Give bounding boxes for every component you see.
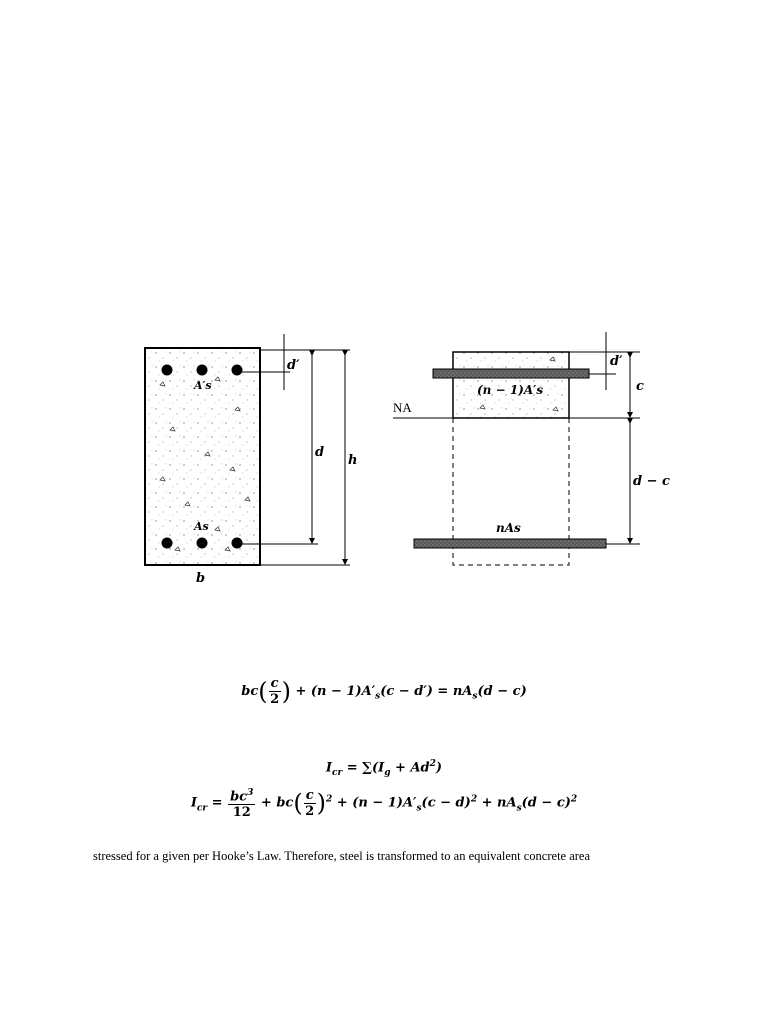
- label-As-left: As: [194, 520, 209, 533]
- label-na: NA: [393, 400, 412, 415]
- equation-3: $I_{cr}$ = $\frac{bc^3}{12}$ + bc( $\frac{c}{2}$ )$^2 + (n - 1)A'_s(c - d)^2 + nA_s(d - c)^2$: [190, 787, 578, 821]
- label-c-right: c: [636, 379, 644, 394]
- label-d-prime-right: d′: [610, 354, 623, 369]
- left-section: [145, 334, 357, 586]
- label-d-minus-c-right: d − c: [633, 474, 670, 489]
- label-h-left: h: [348, 453, 358, 468]
- label-n-minus-1-As-prime: (n − 1)A′s: [477, 383, 544, 397]
- top-bar-3: [232, 365, 243, 376]
- equation-1: bc( $\frac{c}{2}$ ) + $(n - 1)A'_s(c - d') = nA_s(d - c)$: [241, 676, 527, 707]
- top-bar-1: [162, 365, 173, 376]
- label-b-left: b: [196, 571, 206, 586]
- body-paragraph: stressed for a given per Hooke’s Law. Therefore, steel is transformed to an equivalent concrete area: [93, 849, 591, 863]
- top-bar-2: [197, 365, 208, 376]
- top-steel-strip: [433, 369, 589, 378]
- right-section: [393, 332, 670, 565]
- label-As-prime-left: A′s: [194, 379, 212, 392]
- label-d-left: d: [315, 445, 325, 460]
- label-nAs: nAs: [496, 521, 521, 535]
- bottom-bar-3: [232, 538, 243, 549]
- equation-2: $I_{cr} = \sum(I_g + Ad^2)$: [325, 759, 443, 778]
- bottom-steel-strip: [414, 539, 606, 548]
- label-d-prime-left: d′: [287, 358, 300, 373]
- bottom-bar-2: [197, 538, 208, 549]
- bottom-bar-1: [162, 538, 173, 549]
